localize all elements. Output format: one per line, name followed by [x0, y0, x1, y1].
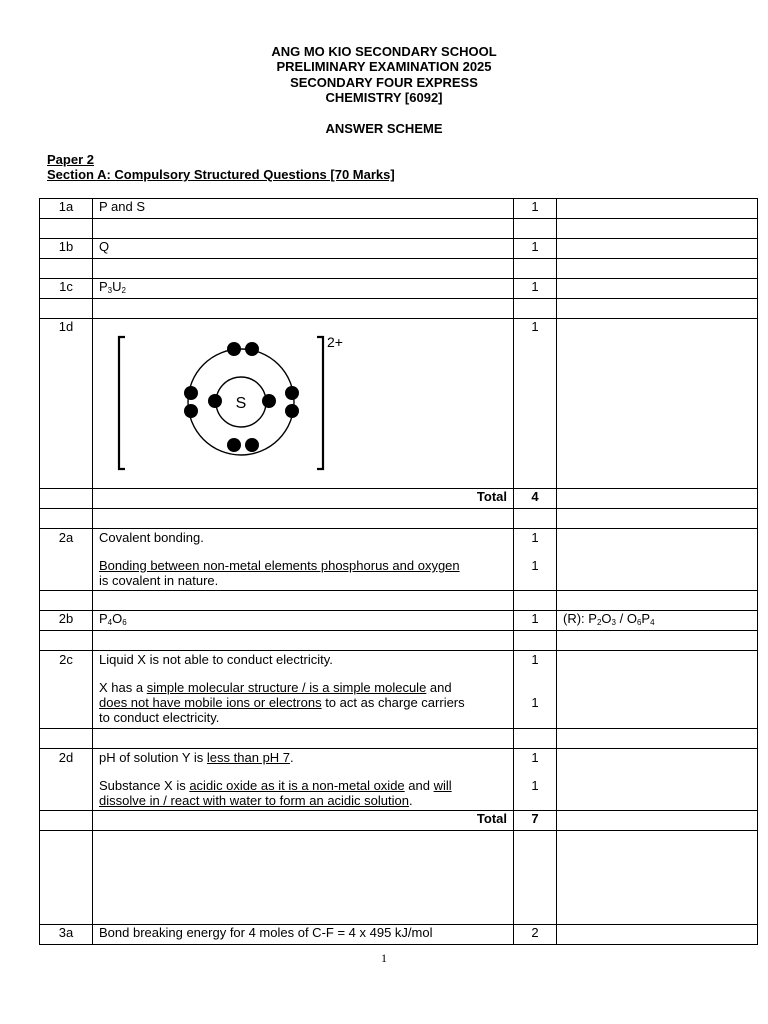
total-row [40, 489, 758, 509]
remark-cell [557, 749, 758, 811]
answer-text: pH of solution Y is less than pH 7. Substance X is acidic oxide as it is a non-metal oxide and will dissolve in / react with water to form an acidic solution. [93, 749, 514, 811]
spacer-row [40, 831, 758, 925]
total-label: Total [93, 811, 514, 831]
remark-cell [557, 279, 758, 299]
answer-formula: $P_3U_2$ [93, 279, 514, 299]
remark-cell [557, 925, 758, 945]
total-value: 4 [514, 489, 557, 509]
answer-text: P and S [93, 199, 514, 219]
mark-value: 1 1 [514, 529, 557, 591]
question-number: 2b [40, 611, 93, 631]
paper-label: Paper 2 [47, 152, 94, 167]
right-bracket [317, 337, 323, 469]
answer-scheme-title: ANSWER SCHEME [325, 121, 443, 136]
spacer-row [40, 729, 758, 749]
question-number: 2c [40, 651, 93, 729]
answer-text: Covalent bonding. Bonding between non-metal elements phosphorus and oxygen is covalent in nature. [93, 529, 514, 591]
table-row [40, 651, 758, 729]
spacer-row [40, 219, 758, 239]
total-row [40, 811, 758, 831]
remark-text: (R): $P_2O_3 / O_6P_4$ [557, 611, 758, 631]
remark-cell [557, 319, 758, 489]
table-row [40, 319, 758, 489]
question-number: 1d [40, 319, 93, 489]
answer-formula: $P_4O_6$ [93, 611, 514, 631]
spacer-row [40, 591, 758, 611]
table-row [40, 239, 758, 259]
mark-value: 1 [514, 239, 557, 259]
question-number: 3a [40, 925, 93, 945]
left-bracket [119, 337, 125, 469]
table-row [40, 279, 758, 299]
mark-value: 1 [514, 611, 557, 631]
answer-text: Q [93, 239, 514, 259]
question-number: 2a [40, 529, 93, 591]
spacer-row [40, 259, 758, 279]
table-row [40, 529, 758, 591]
total-label: Total [93, 489, 514, 509]
subject-title: CHEMISTRY [6092] [325, 90, 443, 105]
table-row [40, 749, 758, 811]
question-number: 1a [40, 199, 93, 219]
mark-value: 1 1 [514, 749, 557, 811]
question-number: 2d [40, 749, 93, 811]
ion-charge: 2+ [327, 334, 343, 350]
table-row [40, 199, 758, 219]
question-number: 1c [40, 279, 93, 299]
remark-cell [557, 199, 758, 219]
total-value: 7 [514, 811, 557, 831]
section-label: Section A: Compulsory Structured Questions [70 Marks] [47, 167, 395, 182]
school-name: ANG MO KIO SECONDARY SCHOOL [271, 44, 497, 59]
remark-cell [557, 651, 758, 729]
answer-text: Bond breaking energy for 4 moles of C-F = 4 x 495 kJ/mol [93, 925, 514, 945]
mark-value: 1 [514, 199, 557, 219]
mark-value: 1 [514, 279, 557, 299]
remark-cell [557, 529, 758, 591]
table-row [40, 925, 758, 945]
nucleus-symbol: S [235, 395, 247, 412]
table-row [40, 611, 758, 631]
mark-value: 2 [514, 925, 557, 945]
spacer-row [40, 631, 758, 651]
exam-title: PRELIMINARY EXAMINATION 2025 [276, 59, 492, 74]
mark-value: 1 [514, 319, 557, 489]
remark-cell [557, 239, 758, 259]
answer-text: Liquid X is not able to conduct electricity. X has a simple molecular structure / is a simple molecule and does not have mobile ions or electrons to act as charge carriers to conduct electricity. [93, 651, 514, 729]
answer-table [39, 198, 758, 945]
page-number: 1 [381, 951, 387, 965]
mark-value: 1 1 [514, 651, 557, 729]
dot-cross-diagram-cell [93, 319, 514, 489]
question-number: 1b [40, 239, 93, 259]
exam-level: SECONDARY FOUR EXPRESS [290, 75, 478, 90]
spacer-row [40, 509, 758, 529]
electron-shell-diagram [113, 327, 343, 487]
spacer-row [40, 299, 758, 319]
